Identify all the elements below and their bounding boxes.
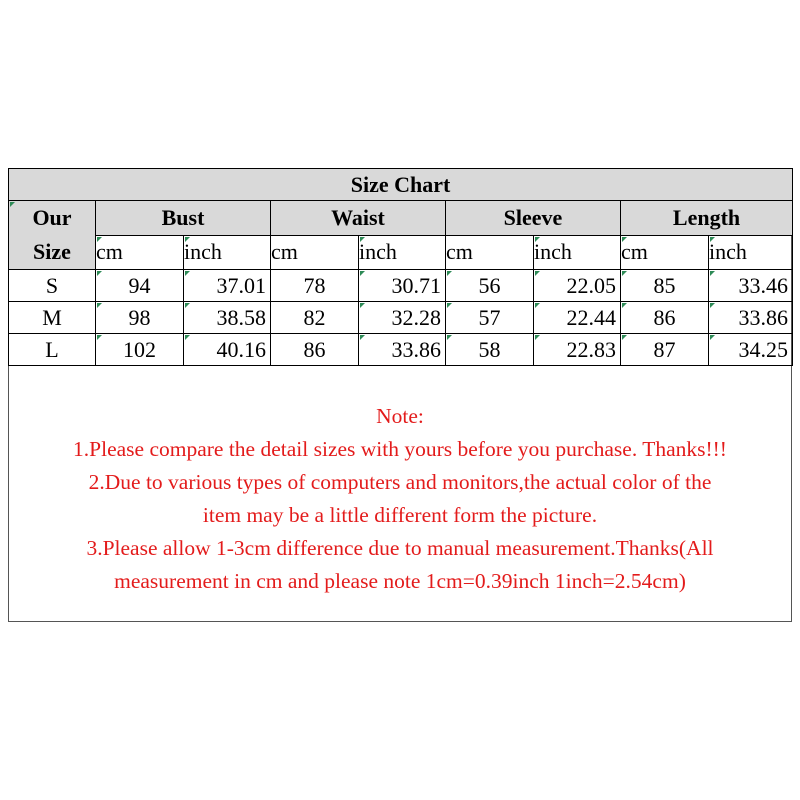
sleeve-header: Sleeve <box>446 201 621 236</box>
our-size-line-1: Our <box>32 205 72 230</box>
length-inch-cell: 33.46 <box>709 270 793 302</box>
size-label: M <box>9 302 96 334</box>
bust-inch-cell: 38.58 <box>184 302 271 334</box>
table-row <box>9 302 793 334</box>
waist-cm-cell: 82 <box>271 302 359 334</box>
sleeve-cm-cell: 58 <box>446 334 534 366</box>
note-line: measurement in cm and please note 1cm=0.39inch 1inch=2.54cm) <box>114 569 686 593</box>
length-header: Length <box>621 201 793 236</box>
table-row <box>9 334 793 366</box>
bust-inch-cell: 37.01 <box>184 270 271 302</box>
notes-block <box>8 400 792 598</box>
note-heading: Note: <box>376 404 424 428</box>
unit-cm: cm <box>621 235 709 270</box>
note-line: 3.Please allow 1-3cm difference due to manual measurement.Thanks(All <box>86 536 714 560</box>
table-title: Size Chart <box>9 169 793 201</box>
table-row <box>9 270 793 302</box>
our-size-header <box>9 201 96 270</box>
waist-inch-cell: 30.71 <box>359 270 446 302</box>
bust-cm-cell: 102 <box>96 334 184 366</box>
our-size-line-2: Size <box>33 239 71 264</box>
length-cm-cell: 85 <box>621 270 709 302</box>
note-line: 1.Please compare the detail sizes with yours before you purchase. Thanks!!! <box>73 437 727 461</box>
waist-inch-cell: 33.86 <box>359 334 446 366</box>
size-label: S <box>9 270 96 302</box>
size-label: L <box>9 334 96 366</box>
sleeve-cm-cell: 56 <box>446 270 534 302</box>
length-cm-cell: 87 <box>621 334 709 366</box>
sleeve-inch-cell: 22.05 <box>534 270 621 302</box>
waist-cm-cell: 86 <box>271 334 359 366</box>
unit-inch: inch <box>184 235 271 270</box>
unit-inch: inch <box>534 235 621 270</box>
size-chart-table <box>8 168 793 366</box>
bust-inch-cell: 40.16 <box>184 334 271 366</box>
note-line: 2.Due to various types of computers and monitors,the actual color of the <box>88 470 712 494</box>
unit-cm: cm <box>271 235 359 270</box>
unit-cm: cm <box>446 235 534 270</box>
length-inch-cell: 34.25 <box>709 334 793 366</box>
sleeve-cm-cell: 57 <box>446 302 534 334</box>
unit-inch: inch <box>359 235 446 270</box>
waist-inch-cell: 32.28 <box>359 302 446 334</box>
waist-cm-cell: 78 <box>271 270 359 302</box>
bust-cm-cell: 98 <box>96 302 184 334</box>
length-inch-cell: 33.86 <box>709 302 793 334</box>
note-line: item may be a little different form the picture. <box>202 503 598 527</box>
unit-cm: cm <box>96 235 184 270</box>
bust-cm-cell: 94 <box>96 270 184 302</box>
bust-header: Bust <box>96 201 271 236</box>
sleeve-inch-cell: 22.83 <box>534 334 621 366</box>
waist-header: Waist <box>271 201 446 236</box>
sleeve-inch-cell: 22.44 <box>534 302 621 334</box>
unit-inch: inch <box>709 235 793 270</box>
length-cm-cell: 86 <box>621 302 709 334</box>
